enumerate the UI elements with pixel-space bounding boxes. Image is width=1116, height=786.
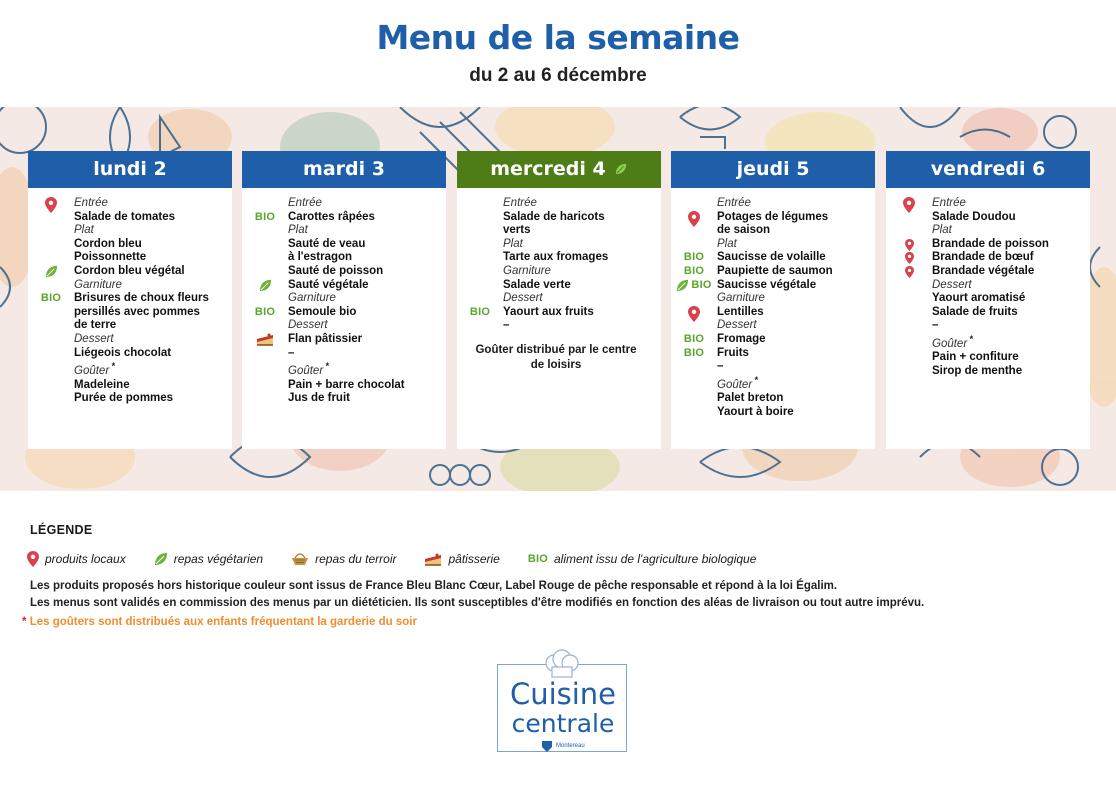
dish-row (28, 392, 226, 406)
course-label: Garniture (503, 264, 551, 277)
bio-icon: BIO (254, 305, 276, 318)
legend-paragraph-2: Les menus sont validés en commission des menus par un diététicien. Ils sont susceptibles d'être modifiés en fonction des aléas de livraison ou tout autre imprévu. (30, 597, 925, 609)
dish-row (886, 265, 1084, 279)
map-pin-icon (905, 239, 914, 251)
bio-icon: BIO (691, 278, 712, 291)
page-subtitle: du 2 au 6 décembre (469, 65, 647, 86)
course-label-row (28, 224, 226, 238)
footnote-star: * (22, 616, 27, 628)
footnote-star: * (967, 333, 974, 344)
course-label: Entrée (503, 197, 537, 209)
map-pin-icon (905, 252, 914, 264)
dish-name: de terre (74, 319, 117, 332)
dish-row (886, 319, 1084, 333)
dish-name: Brandade de poisson (932, 237, 1049, 250)
course-label: Goûter (717, 378, 753, 391)
day-card (671, 151, 875, 449)
day-title (671, 151, 875, 188)
day-menu (886, 188, 1090, 379)
course-label-row (242, 360, 440, 378)
dish-name: – (932, 319, 939, 332)
day-name: jeudi 5 (736, 158, 810, 180)
dish-name: à l'estragon (288, 251, 353, 264)
footnote-star: * (323, 361, 330, 372)
dish-row (28, 306, 226, 320)
bio-icon: BIO (254, 210, 276, 223)
dish-name: Pain + confiture (932, 351, 1019, 364)
chef-hat-icon (542, 649, 582, 679)
dish-row (886, 238, 1084, 252)
city-crest-icon (542, 741, 552, 752)
dish-name: Yaourt aux fruits (503, 305, 594, 318)
dish-row (671, 333, 869, 347)
course-label: Goûter (74, 364, 110, 377)
course-label-row (457, 292, 655, 306)
dish-name: Brisures de choux fleurs (74, 292, 209, 305)
dish-name: Yaourt aromatisé (932, 292, 1026, 305)
page-title: Menu de la semaine (376, 18, 740, 57)
dish-name: Sauté de poisson (288, 264, 384, 277)
dish-name: Madeleine (74, 378, 130, 391)
course-label: Dessert (932, 278, 972, 291)
leaf-icon (45, 265, 58, 278)
day-title (242, 151, 446, 188)
legend-label: repas du terroir (315, 552, 397, 566)
dish-name: Purée de pommes (74, 392, 174, 405)
course-label-row (886, 333, 1084, 351)
dish-row (28, 265, 226, 279)
course-label-row (886, 197, 1084, 211)
day-title (28, 151, 232, 188)
cake-icon (256, 333, 274, 346)
dish-row (886, 365, 1084, 379)
dish-row (242, 238, 440, 252)
day-name: mardi 3 (303, 158, 385, 180)
dish-name: Yaourt à boire (717, 405, 794, 418)
dish-name: persillés avec pommes (74, 305, 200, 318)
dish-name: – (717, 360, 724, 373)
dish-name: Fromage (717, 332, 766, 345)
dish-name: Carottes râpées (288, 210, 375, 223)
footnote-text: Les goûters sont distribués aux enfants fréquentant la garderie du soir (29, 616, 417, 628)
dish-row (671, 347, 869, 361)
course-label: Garniture (74, 278, 122, 291)
dish-row (242, 333, 440, 347)
course-label-row (242, 319, 440, 333)
course-label: Goûter (932, 337, 968, 350)
course-label-row (28, 360, 226, 378)
day-name: vendredi 6 (930, 158, 1046, 180)
dish-name: Flan pâtissier (288, 332, 363, 345)
dish-row (671, 279, 869, 293)
dish-row (671, 251, 869, 265)
leaf-icon (676, 279, 689, 292)
dish-row (457, 306, 655, 320)
bio-icon: BIO (683, 332, 705, 345)
dish-row (28, 238, 226, 252)
course-label: Plat (74, 224, 94, 237)
dish-row (457, 319, 655, 333)
course-label: Goûter (288, 364, 324, 377)
course-label-row (457, 197, 655, 211)
dish-name: Salade de haricots (503, 210, 605, 223)
dish-row (28, 292, 226, 306)
course-label-row (28, 197, 226, 211)
dish-row (886, 211, 1084, 225)
dish-row (886, 351, 1084, 365)
snack-note: Goûter distribué par le centre de loisirs (475, 343, 637, 371)
legend-label: repas végétarien (173, 552, 264, 566)
legend (27, 551, 784, 567)
dish-row (886, 251, 1084, 265)
bio-icon: BIO (527, 553, 548, 565)
course-label: Garniture (717, 292, 765, 305)
bio-icon: BIO (469, 305, 491, 318)
dish-row (242, 306, 440, 320)
dish-name: Salade verte (503, 278, 571, 291)
legend-label: pâtisserie (448, 552, 500, 566)
course-label: Entrée (717, 197, 751, 209)
dish-name: Liégeois chocolat (74, 346, 172, 359)
course-label-row (242, 197, 440, 211)
course-label-row (242, 292, 440, 306)
course-label-row (28, 279, 226, 293)
dish-row (28, 319, 226, 333)
dish-name: Palet breton (717, 392, 784, 405)
dish-name: Paupiette de saumon (717, 264, 833, 277)
dish-row (671, 360, 869, 374)
legend-item-local (27, 551, 126, 567)
dish-row (242, 379, 440, 393)
dish-name: Cordon bleu (74, 237, 142, 250)
legend-paragraph-1: Les produits proposés hors historique couleur sont issus de France Bleu Blanc Cœur, Label Rouge de pêche responsable et répond à la loi Égalim. (30, 580, 838, 592)
dish-row (671, 306, 869, 320)
dish-name: Brandade de bœuf (932, 251, 1034, 264)
dish-row (242, 265, 440, 279)
dish-name: Sauté de veau (288, 237, 366, 250)
course-label-row (28, 333, 226, 347)
dish-row (671, 265, 869, 279)
dish-row (671, 406, 869, 420)
dish-row (242, 211, 440, 225)
course-label-row (886, 279, 1084, 293)
dish-row (671, 211, 869, 225)
course-label: Entrée (932, 197, 966, 209)
course-label-row (671, 374, 869, 392)
dish-name: Potages de légumes (717, 210, 829, 223)
bio-icon: BIO (40, 292, 62, 305)
logo-line-2: centrale (511, 709, 615, 738)
day-menu (457, 188, 661, 373)
course-label: Dessert (503, 292, 543, 305)
dish-name: Salade Doudou (932, 210, 1016, 223)
dish-row (457, 251, 655, 265)
legend-item-vegetarian (154, 552, 263, 566)
course-label: Garniture (288, 292, 336, 305)
bio-icon: BIO (683, 251, 705, 264)
dish-row (457, 211, 655, 225)
course-label: Entrée (288, 197, 322, 209)
footnote-star: * (109, 361, 116, 372)
logo-line-1: Cuisine (509, 677, 617, 711)
dish-row (242, 347, 440, 361)
dish-row (671, 392, 869, 406)
course-label-row (671, 292, 869, 306)
dish-row (671, 224, 869, 238)
legend-item-bio (528, 552, 757, 566)
dish-name: Jus de fruit (288, 392, 350, 405)
dish-row (457, 279, 655, 293)
dish-name: de saison (717, 224, 771, 237)
map-pin-icon (27, 551, 39, 567)
leaf-icon (259, 279, 272, 292)
day-title (457, 151, 661, 188)
legend-item-terroir (291, 552, 396, 566)
course-label: Plat (932, 224, 952, 237)
leaf-icon (614, 158, 628, 180)
day-menu (242, 188, 446, 406)
dish-row (28, 211, 226, 225)
logo-sub: Montereau (556, 743, 585, 749)
course-label-row (671, 319, 869, 333)
dish-name: Pain + barre chocolat (288, 378, 405, 391)
bio-icon: BIO (683, 346, 705, 359)
legend-title: LÉGENDE (30, 523, 93, 537)
dish-row (886, 306, 1084, 320)
dish-name: Fruits (717, 346, 749, 359)
dish-name: – (503, 319, 510, 332)
course-label: Entrée (74, 197, 108, 209)
dish-name: – (288, 346, 295, 359)
day-card (28, 151, 232, 449)
bio-icon: BIO (683, 264, 705, 277)
footnote-star: * (752, 374, 759, 385)
cuisine-centrale-logo (497, 664, 627, 752)
dish-name: Semoule bio (288, 305, 357, 318)
dish-row (242, 279, 440, 293)
dish-name: Cordon bleu végétal (74, 264, 185, 277)
day-name: lundi 2 (93, 158, 167, 180)
dish-row (457, 224, 655, 238)
dish-name: Saucisse végétale (717, 278, 817, 291)
legend-label: aliment issu de l'agriculture biologique (554, 552, 757, 566)
day-card (242, 151, 446, 449)
dish-name: Sirop de menthe (932, 364, 1023, 377)
day-card (457, 151, 661, 449)
course-label: Plat (717, 237, 737, 250)
dish-name: Brandade végétale (932, 264, 1035, 277)
course-label: Dessert (74, 332, 114, 345)
dish-name: Lentilles (717, 305, 764, 318)
cake-icon (424, 553, 442, 566)
day-card (886, 151, 1090, 449)
dish-name: Poissonnette (74, 251, 147, 264)
dish-name: Saucisse de volaille (717, 251, 826, 264)
dish-name: Sauté végétale (288, 278, 369, 291)
footnote (22, 616, 417, 628)
dish-name: Tarte aux fromages (503, 251, 609, 264)
course-label-row (457, 238, 655, 252)
dish-row (28, 347, 226, 361)
dish-row (886, 292, 1084, 306)
course-label: Dessert (717, 319, 757, 332)
map-pin-icon (905, 266, 914, 278)
course-label-row (457, 265, 655, 279)
course-label-row (242, 224, 440, 238)
day-title (886, 151, 1090, 188)
dish-name: verts (503, 224, 531, 237)
day-menu (28, 188, 232, 406)
dish-name: Salade de fruits (932, 305, 1018, 318)
basket-icon (291, 552, 309, 566)
dish-row (242, 251, 440, 265)
day-menu (671, 188, 875, 419)
dish-row (28, 379, 226, 393)
leaf-icon (154, 552, 168, 566)
dish-row (242, 392, 440, 406)
course-label-row (671, 197, 869, 211)
course-label: Plat (503, 237, 523, 250)
legend-item-pastry (424, 552, 499, 566)
day-name: mercredi 4 (490, 158, 606, 180)
course-label-row (886, 224, 1084, 238)
course-label: Dessert (288, 319, 328, 332)
course-label-row (671, 238, 869, 252)
legend-label: produits locaux (45, 552, 126, 566)
dish-row (28, 251, 226, 265)
dish-name: Salade de tomates (74, 210, 175, 223)
course-label: Plat (288, 224, 308, 237)
